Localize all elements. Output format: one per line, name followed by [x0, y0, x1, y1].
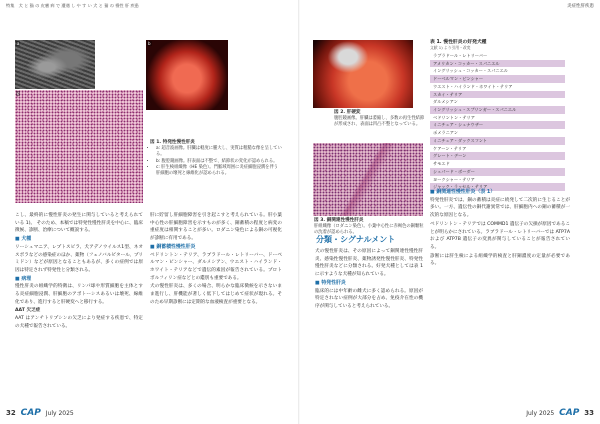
left-page-number: 32	[6, 409, 16, 417]
figure3-title: 図 3. 銅関連性慢性肝炎	[314, 218, 364, 223]
figure3-histology-image	[313, 143, 423, 216]
brand-logo: CAP	[559, 408, 580, 418]
table-row: スカイ・テリア	[430, 91, 565, 99]
issue-date: July 2025	[526, 410, 555, 417]
table-row: ヨークシャー・テリア	[433, 176, 475, 182]
table-row: サモエド	[433, 161, 450, 167]
figure1a-ultrasound-image	[15, 40, 95, 89]
figure1-caption-item: • b: 腹腔鏡画像。肝表面は不整で、結節状の変化が認められる。	[156, 159, 282, 165]
table-row: ミニチュア・ダックスフント	[430, 137, 565, 145]
figure2-laparoscopy-image	[313, 40, 413, 108]
pathology-paragraph: 慢性肝炎の組織学的特徴は、リンパ球や形質細胞を主体とする炎症細胞浸潤、肝細胞のアポトーシスあるいは壊死、線維化であり、進行すると肝硬変へと移行する。	[15, 284, 143, 305]
table-row: シェパード・ボーダー	[430, 168, 565, 176]
copper2-heading: ■ 銅関連性慢性肝炎（表 1）	[430, 189, 496, 195]
table-row: ドーベルマン・ピンシャー	[430, 75, 565, 83]
figure2-title: 図 2. 肝硬変	[334, 110, 361, 115]
left-col2-paragraph-b: 犬の慢性肝炎は、多くの場合、明らかな臨床徴候を示さないまま進行し、肝機能が著しく低下してはじめて症状が現れる。そのため早期診断には定期的な血液検査が重要となる。	[150, 284, 282, 305]
left-column-1	[15, 212, 143, 402]
intro-paragraph: こし、最終的に慢性肝炎の発生に関与していると考えられている 1)。 そのため、本稿では特発性慢性肝炎を中心に、臨床徴候、診断、治療について概説する。	[15, 213, 143, 234]
figure1-title: 図 1. 特発性慢性肝炎	[150, 140, 195, 145]
section-tag: 炎症性肝疾患	[567, 4, 594, 9]
table-row: ジャック・ラッセル・テリア	[430, 183, 565, 191]
table-subtitle: 文献 1) より引用・改変	[430, 45, 471, 50]
pathology-heading: ■ 病理	[15, 275, 32, 282]
right-col2-paragraph: ベドリントン・テリアでは COMMD1 遺伝子の欠損が原因であることが明らかにされている。ラブラドール・レトリーバーでは ATP7A および ATP7B 遺伝子の変異が関与していることが報告されている。	[430, 221, 570, 250]
table-title: 表 1. 慢性肝炎の好発犬種	[430, 40, 487, 45]
table-row: ラブラドール・レトリーバー	[433, 53, 488, 58]
table-row: イングリッシュ・スプリンガー・スパニエル	[430, 106, 565, 114]
issue-date: July 2025	[45, 410, 74, 417]
idiopathic-heading: ■ 特発性肝炎	[315, 279, 346, 286]
right-column-1	[315, 248, 423, 404]
brand-logo: CAP	[20, 408, 41, 418]
table-row: ダルメシアン	[433, 99, 458, 105]
figure3-text: 肝組織像（ロダニン染色）。小葉中心性に赤褐色の銅顆粒の沈着が認められる。	[314, 224, 424, 236]
table-row: ウエスト・ハイランド・ホワイト・テリア	[433, 83, 513, 89]
figure1-caption-item: • c: 肝生検組織像（HE 染色）。門脈域周囲に炎症細胞浸潤を伴う肝細胞の壊死と線維化が認められる。	[156, 165, 282, 177]
left-column-2	[150, 212, 282, 402]
table-row: ポメラニアン	[433, 130, 458, 136]
left-footer	[6, 408, 74, 418]
left-col2-paragraph: 肝に貯留し肝細胞障害を引き起こすと考えられている。肝小葉中心性の肝細胞障害を示すものが多く、銅蓄積の程度と病変の重症度は相関することが多い。ロダニン染色による銅の可視化が診断に有用である。	[150, 213, 282, 242]
breed-paragraph: リーシュマニア、レプトスピラ、犬アデノウイルス1型、ネオスポラなどの感染症のほか、薬物（フェノバルビタール、プリミドン）などが原因となることもあるが、多くの症例では原因は特定されず特発性と分類される。	[15, 244, 143, 273]
copper-paragraph: ベドリントン・テリア、ラブラドール・レトリーバー、ドーベルマン・ピンシャー、ダルメシアン、ウエスト・ハイランド・ホワイト・テリアなどで遺伝的素因が報告されている。プロトポルフィリン症などとの鑑別も重要である。	[150, 252, 282, 281]
figure1-caption	[150, 140, 282, 177]
breed-table	[430, 38, 565, 191]
right-page-number: 33	[584, 409, 594, 417]
right-footer	[526, 408, 594, 418]
running-header: 特集 犬 と 猫 の 皮膚 病 で 遭遇 し や す い 犬 と 猫 の 慢性 肝 疾患	[6, 3, 139, 8]
figure1b-label: b	[148, 41, 151, 46]
aat-heading: AAT 欠乏症	[15, 308, 41, 314]
right-column-2	[430, 188, 570, 404]
table-row: ケアーン・テリア	[433, 145, 467, 151]
figure2-text: 腹腔鏡画像。肝臓は萎縮し、多数の再生性結節が形成され、表面は凹凸不整となっている。	[334, 116, 425, 128]
table-rows	[430, 52, 565, 191]
table-row: アメリカン・コッカー・スパニエル	[430, 60, 565, 68]
table-row: ミニチュア・シュナウザー	[430, 121, 565, 129]
table-row: ベドリントン・テリア	[433, 114, 475, 120]
table-row: イングリッシュ・コッカー・スパニエル	[433, 68, 508, 74]
idiopathic-paragraph: 臨床的には中年齢の雌犬に多く認められる。原因が特定されない症例が大部分を占め、免疫介在性の機序が関与していると考えられている。	[315, 288, 423, 309]
figure1a-label: a	[17, 41, 20, 46]
breed-heading: ■ 犬種	[15, 236, 32, 243]
figure1-caption-item: • a: 超音波画像。肝臓は軽度に腫大し、実質は粗糙な像を呈している。	[156, 146, 282, 158]
figure1b-endoscopy-image	[146, 40, 228, 110]
aat-paragraph: AAT はアンチトリプシンの欠乏により発症する疾患で、特定の犬種で報告されている。	[15, 316, 143, 329]
copper-heading: ■ 銅蓄積性慢性肝炎	[150, 243, 196, 250]
figure1c-histology-image	[15, 90, 143, 203]
section-title: 分類・シグナルメント	[316, 235, 396, 244]
right-page	[300, 0, 600, 424]
table-row: グレート・デーン	[430, 152, 565, 160]
figure1c-label: c	[17, 91, 20, 96]
right-col2-paragraph-b: 診断には肝生検による組織学的検査と肝銅濃度の定量が必要である。	[430, 253, 570, 267]
figure2-caption	[334, 110, 426, 129]
section-paragraph: 犬の慢性肝炎は、その原因によって銅関連性慢性肝炎、感染性慢性肝炎、薬物誘発性慢性肝炎、特発性慢性肝炎などに分類される。好発犬種としては表 1 に示すような犬種が知られている。	[315, 249, 423, 278]
copper2-paragraph: 特発性肝炎では、銅の蓄積は炎症に続発して二次的に生じることが多い。一方、遺伝性の銅代謝異常では、肝細胞内への銅の蓄積が一次的な原因となる。	[430, 197, 570, 219]
